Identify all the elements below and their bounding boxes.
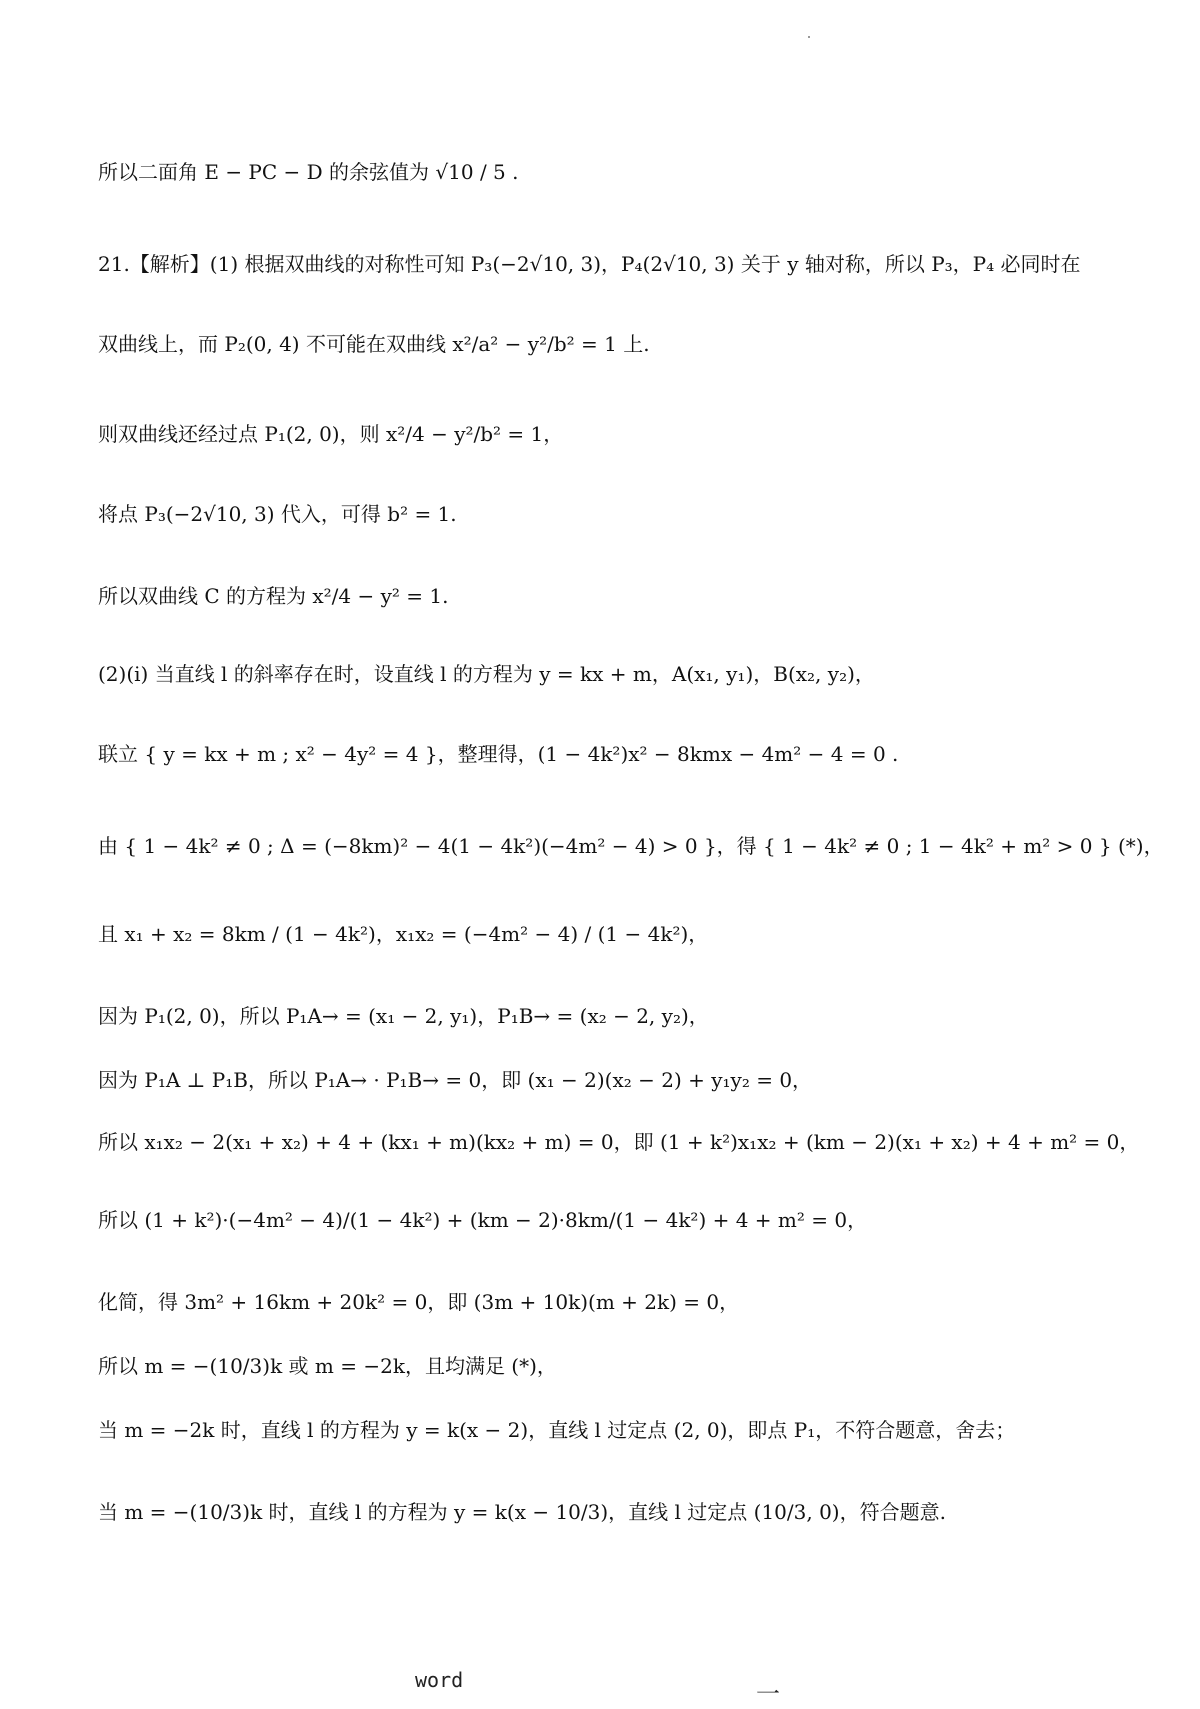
scan-speck [808, 36, 810, 38]
text-line-1: 所以二面角 E − PC − D 的余弦值为 √10 / 5 . [98, 160, 519, 184]
text-line-5: 将点 P₃(−2√10, 3) 代入，可得 b² = 1. [98, 502, 457, 526]
text-line-13: 所以 x₁x₂ − 2(x₁ + x₂) + 4 + (kx₁ + m)(kx₂ + m) = 0，即 (1 + k²)x₁x₂ + (km − 2)(x₁ + x₂) + 4 + m² = 0， [98, 1130, 1140, 1154]
text-line-15: 化简，得 3m² + 16km + 20k² = 0，即 (3m + 10k)(m + 2k) = 0， [98, 1290, 740, 1314]
text-line-18: 当 m = −(10/3)k 时，直线 l 的方程为 y = k(x − 10/3)，直线 l 过定点 (10/3, 0)，符合题意. [98, 1500, 946, 1524]
text-line-12: 因为 P₁A ⊥ P₁B，所以 P₁A→ · P₁B→ = 0，即 (x₁ − 2)(x₂ − 2) + y₁y₂ = 0， [98, 1068, 813, 1092]
text-line-4: 则双曲线还经过点 P₁(2, 0)，则 x²/4 − y²/b² = 1， [98, 422, 564, 446]
text-line-17: 当 m = −2k 时，直线 l 的方程为 y = k(x − 2)，直线 l 过定点 (2, 0)，即点 P₁，不符合题意，舍去； [98, 1418, 1016, 1442]
text-line-9: 由 { 1 − 4k² ≠ 0 ; Δ = (−8km)² − 4(1 − 4k²)(−4m² − 4) > 0 }，得 { 1 − 4k² ≠ 0 ; 1 − 4k² + m² > 0 } (*)， [98, 834, 1164, 858]
text-line-16: 所以 m = −(10/3)k 或 m = −2k，且均满足 (*)， [98, 1354, 557, 1378]
text-line-2: 21.【解析】(1) 根据双曲线的对称性可知 P₃(−2√10, 3)，P₄(2√10, 3) 关于 y 轴对称，所以 P₃，P₄ 必同时在 [98, 252, 1081, 276]
text-line-10: 且 x₁ + x₂ = 8km / (1 − 4k²)，x₁x₂ = (−4m² − 4) / (1 − 4k²)， [98, 922, 709, 946]
text-line-11: 因为 P₁(2, 0)，所以 P₁A→ = (x₁ − 2, y₁)，P₁B→ = (x₂ − 2, y₂)， [98, 1004, 709, 1028]
text-line-6: 所以双曲线 C 的方程为 x²/4 − y² = 1. [98, 584, 449, 608]
footer-dash: 一 [756, 1680, 780, 1708]
footer-label: word [415, 1668, 464, 1692]
text-line-8: 联立 { y = kx + m ; x² − 4y² = 4 }，整理得，(1 − 4k²)x² − 8kmx − 4m² − 4 = 0 . [98, 742, 899, 766]
text-line-3: 双曲线上，而 P₂(0, 4) 不可能在双曲线 x²/a² − y²/b² = 1 上. [98, 332, 650, 356]
text-line-7: (2)(ⅰ) 当直线 l 的斜率存在时，设直线 l 的方程为 y = kx + m，A(x₁, y₁)，B(x₂, y₂)， [98, 662, 875, 686]
text-line-14: 所以 (1 + k²)·(−4m² − 4)/(1 − 4k²) + (km − 2)·8km/(1 − 4k²) + 4 + m² = 0， [98, 1208, 868, 1232]
